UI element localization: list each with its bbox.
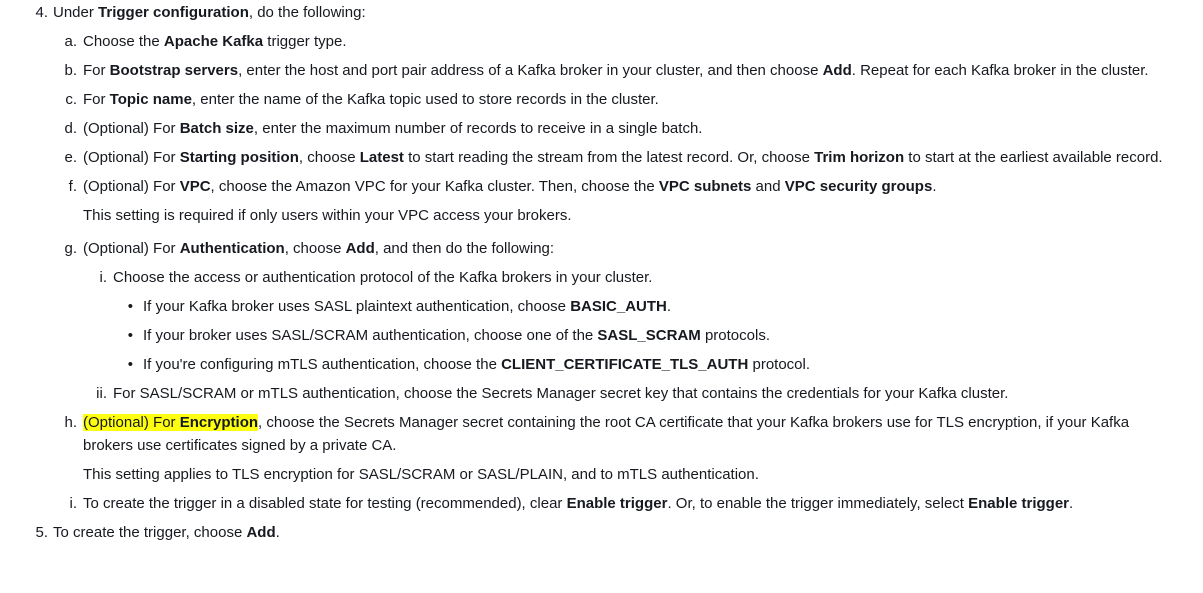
text-segment: , choose the Amazon VPC for your Kafka cluster. Then, choose the [210, 178, 659, 195]
text-segment: Choose the [83, 33, 164, 50]
text-segment: to start at the earliest available record. [904, 149, 1163, 166]
text-segment: (Optional) For [83, 240, 180, 257]
text-segment: , choose the Secrets Manager secret containing the root CA certificate that your Kafka brokers use for TLS encryption, if your Kafka brokers use certificates signed by a private CA. [83, 414, 1130, 454]
list-marker: g. [64, 240, 77, 257]
list-marker: c. [65, 91, 77, 108]
bold-term: CLIENT_CERTIFICATE_TLS_AUTH [501, 356, 749, 373]
bold-term: SASL_SCRAM [597, 327, 701, 344]
list-item [127, 295, 1183, 318]
text-segment: (Optional) For [83, 178, 180, 195]
bold-term: Add [822, 62, 852, 79]
text-segment: . [932, 178, 937, 195]
text-segment: (Optional) For [83, 414, 180, 431]
bold-term: Batch size [179, 120, 254, 137]
list-marker: i. [99, 269, 107, 286]
list-item [68, 175, 1183, 227]
list-item [96, 382, 1183, 405]
list-item [69, 492, 1183, 515]
highlight [83, 414, 180, 431]
list-marker: a. [64, 33, 77, 50]
text-segment: . [275, 524, 280, 541]
text-segment: For [83, 91, 110, 108]
text-segment: . [1069, 495, 1074, 512]
bold-term: Encryption [179, 414, 259, 431]
text-segment: If your broker uses SASL/SCRAM authentication, choose one of the [143, 327, 598, 344]
bold-term: Bootstrap servers [109, 62, 239, 79]
bold-term: Latest [359, 149, 404, 166]
text-segment: , and then do the following: [374, 240, 555, 257]
list-item [99, 266, 1183, 289]
text-segment: Under [53, 4, 99, 21]
item-note: This setting applies to TLS encryption for SASL/SCRAM or SASL/PLAIN, and to mTLS authentication. [83, 466, 759, 483]
text-segment: , choose [284, 240, 346, 257]
text-segment: . [666, 298, 672, 315]
text-segment: If you're configuring mTLS authentication, choose the [143, 356, 502, 373]
text-segment: (Optional) For [83, 149, 180, 166]
list-marker: ii. [96, 385, 107, 402]
list-item [64, 59, 1183, 82]
bold-term: Apache Kafka [163, 33, 264, 50]
list-item [64, 30, 1183, 53]
bold-term: BASIC_AUTH [570, 298, 667, 315]
list-item [127, 353, 1183, 376]
list-marker: e. [64, 149, 77, 166]
list-item [127, 324, 1183, 347]
bold-term: VPC [179, 178, 211, 195]
list-marker: f. [68, 178, 77, 195]
text-segment: (Optional) For [83, 120, 180, 137]
bold-term: Add [345, 240, 375, 257]
list-marker: • [127, 298, 133, 315]
list-marker: b. [64, 62, 77, 79]
text-segment: and [751, 178, 785, 195]
list-marker: i. [69, 495, 77, 512]
text-segment: , enter the name of the Kafka topic used to store records in the cluster. [191, 91, 659, 108]
text-segment: trigger type. [263, 33, 347, 50]
text-segment: , do the following: [248, 4, 366, 21]
bold-term: Authentication [179, 240, 285, 257]
list-item [64, 146, 1183, 169]
list-marker: h. [64, 414, 77, 431]
text-segment: , enter the host and port pair address of a Kafka broker in your cluster, and then choose [238, 62, 823, 79]
text-segment: To create the trigger, choose [53, 524, 247, 541]
list-item [64, 237, 1183, 260]
text-segment: Choose the access or authentication protocol of the Kafka brokers in your cluster. [113, 269, 653, 286]
list-item [35, 1, 1183, 24]
list-item [64, 117, 1183, 140]
bold-term: Trim horizon [814, 149, 905, 166]
list-item [65, 88, 1183, 111]
text-segment: , choose [298, 149, 360, 166]
text-segment: protocol. [748, 356, 811, 373]
list-marker: d. [64, 120, 77, 137]
text-segment: For SASL/SCRAM or mTLS authentication, choose the Secrets Manager secret key that contains the credentials for your Kafka cluster. [113, 385, 1009, 402]
text-segment: protocols. [700, 327, 770, 344]
bold-term: Trigger configuration [98, 4, 249, 21]
list-item [35, 521, 1183, 544]
list-marker: 4. [35, 4, 48, 21]
list-item [64, 411, 1183, 486]
bold-term: Topic name [109, 91, 192, 108]
list-marker: • [127, 327, 133, 344]
bold-term: VPC subnets [658, 178, 752, 195]
text-segment: to start reading the stream from the latest record. Or, choose [403, 149, 815, 166]
list-marker: • [127, 356, 133, 373]
text-segment: , enter the maximum number of records to receive in a single batch. [253, 120, 703, 137]
bold-term: Enable trigger [968, 495, 1069, 512]
text-segment: . Repeat for each Kafka broker in the cluster. [851, 62, 1149, 79]
bold-term: VPC security groups [784, 178, 933, 195]
bold-term: Starting position [179, 149, 299, 166]
text-segment: To create the trigger in a disabled state for testing (recommended), clear [83, 495, 567, 512]
item-note: This setting is required if only users within your VPC access your brokers. [83, 207, 572, 224]
bold-term: Enable trigger [566, 495, 668, 512]
list-marker: 5. [35, 524, 48, 541]
text-segment: For [83, 62, 110, 79]
highlight [180, 414, 258, 431]
bold-term: Add [246, 524, 276, 541]
text-segment: If your Kafka broker uses SASL plaintext authentication, choose [143, 298, 571, 315]
text-segment: . Or, to enable the trigger immediately, select [667, 495, 969, 512]
